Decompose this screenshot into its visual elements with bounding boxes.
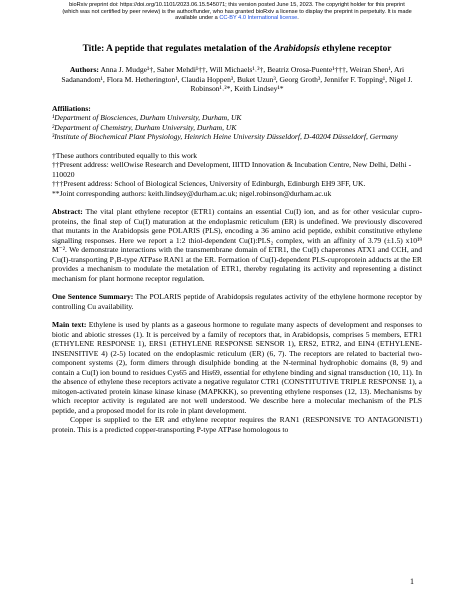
- abstract-label: Abstract:: [52, 207, 83, 216]
- note-corresponding: **Joint corresponding authors: keith.lindsey@durham.ac.uk; nigel.robinson@durham.ac.uk: [52, 188, 332, 198]
- note-equal-contribution: †These authors contributed equally to this work: [52, 150, 198, 160]
- page-number: 1: [410, 577, 414, 586]
- note-present-address-1: ††Present address: wellOwise Research and Development, IIITD Innovation & Incubation Centre, New Delhi, Delhi - 110020: [52, 160, 412, 179]
- main-text-p1: Ethylene is used by plants as a gaseous hormone to regulate many aspects of development and responses to biotic and abiotic stresses (1). It is perceived by a family of receptors that, in Arabidopsis, comprises 5 members, ETR1 (ETHYLENE RESPONSE 1), ERS1 (ETHYLENE RESPONSE SENSOR 1), ERS2, ETR2, and EIN4 (ETHYLENE-INSENSITIVE 4) (2-5) located on the endoplasmic reticulum (ER) (6, 7). The receptors are related to bacterial two-component systems (2), form dimers through disulphide bonding at the N-terminal hydrophobic domains (8, 9) and contain a Cu(I) ion bound to residues Cys65 and His69, essential for ethylene binding and signal transduction (10, 11). In the absence of ethylene these receptors activate a negative regulator CTR1 (CONSTITUTIVE TRIPLE RESPONSE 1), a mitogen-activated protein kinase kinase kinase (MAPKKK), so preventing ethylene responses (12, 13). Mechanisms by which receptor activity is regulated are not well understood. We describe here a molecular mechanism of the PLS peptide, and a proposed model for its role in plant development.: [52, 320, 422, 415]
- authors-text: Anna J. Mudge¹†, Saher Mehdi¹††, Will Michaels¹˒²†, Beatriz Orosa-Puente¹†††, Weiran Shen¹, Ari Sadanandom¹, Flora M. Hetherington¹, Claudia Hoppen³, Buket Uzun³, Georg Groth³, Jennifer F. Topping¹, Nigel J. Robinson¹˒²*, Keith Lindsey¹*: [61, 65, 413, 93]
- paper-page: [52, 44, 422, 434]
- summary-label: One Sentence Summary:: [52, 292, 134, 301]
- main-text-paragraph-2: Copper is supplied to the ER and ethylene receptor requires the RAN1 (RESPONSIVE TO ANTAGONIST1) protein. This is a predicted copper-transporting P-type ATPase homologous to: [52, 415, 422, 434]
- affiliation-1: ¹Department of Biosciences, Durham University, Durham, UK: [52, 113, 242, 122]
- author-notes: [52, 151, 422, 199]
- note-present-address-2: †††Present address: School of Biological Sciences, University of Edinburgh, Edinburgh EH9 3FF, UK.: [52, 179, 366, 188]
- header-line-3: [20, 15, 454, 22]
- author-list: [52, 65, 422, 94]
- header-line-1: bioRxiv preprint doi: https://doi.org/10.1101/2023.06.15.545071; this version posted June 15, 2023. The copyright holder for this preprint: [69, 2, 405, 8]
- affiliation-3: ³Institute of Biochemical Plant Physiology, Heinrich Heine University Düsseldorf, D-40204 Düsseldorf, Germany: [52, 132, 399, 141]
- title-pre: Title: A peptide that regulates metalation of the: [82, 44, 274, 54]
- license-link[interactable]: CC-BY 4.0 International license: [219, 15, 298, 22]
- main-text-paragraph-1: [52, 320, 422, 415]
- header-line-3-post: .: [297, 15, 299, 22]
- main-text-label: Main text:: [52, 320, 87, 329]
- affiliations-heading: Affiliations:: [52, 103, 91, 113]
- paper-title: [52, 44, 422, 55]
- title-italic: Arabidopsis: [273, 44, 320, 54]
- title-post: ethylene receptor: [319, 44, 392, 54]
- abstract: [52, 207, 422, 283]
- abstract-text: The vital plant ethylene receptor (ETR1) contains an essential Cu(I) ion, and as for other vesicular cupro-proteins, the final step of Cu(I) maturation at the endoplasmic reticulum (ER) is undefined. We previously discovered that mutants in the Arabidopsis gene POLARIS (PLS), encoding a 36 amino acid peptide, exhibit constitutive ethylene signalling responses. Here we report a 1:2 thiol-dependent Cu(I):PLS₂ complex, with an affinity of 3.79 (±1.5) x10¹⁹ M⁻². We demonstrate interactions with the transmembrane domain of ETR1, the Cu(I) chaperones ATX1 and CCH, and Cu(I)-transporting P₁B-type ATPase RAN1 at the ER. Formation of Cu(I)-dependent PLS-cuproprotein adducts at the ER provides a mechanism to modulate the metalation of ETR1, thereby regulating its activity and representing a distinct mechanism for plant hormone receptor regulation.: [52, 207, 422, 283]
- header-line-3-pre: available under a: [175, 15, 218, 22]
- summary-text: The POLARIS peptide of Arabidopsis regulates activity of the ethylene hormone receptor by controlling Cu availability.: [52, 292, 422, 311]
- one-sentence-summary: [52, 292, 422, 311]
- header-line-2: (which was not certified by peer review) is the author/funder, who has granted bioRxiv a license to display the preprint in perpetuity. It is made: [62, 8, 412, 15]
- preprint-header: [20, 2, 454, 22]
- affiliation-2: ²Department of Chemistry, Durham University, Durham, UK: [52, 122, 237, 132]
- authors-label: Authors:: [69, 65, 99, 74]
